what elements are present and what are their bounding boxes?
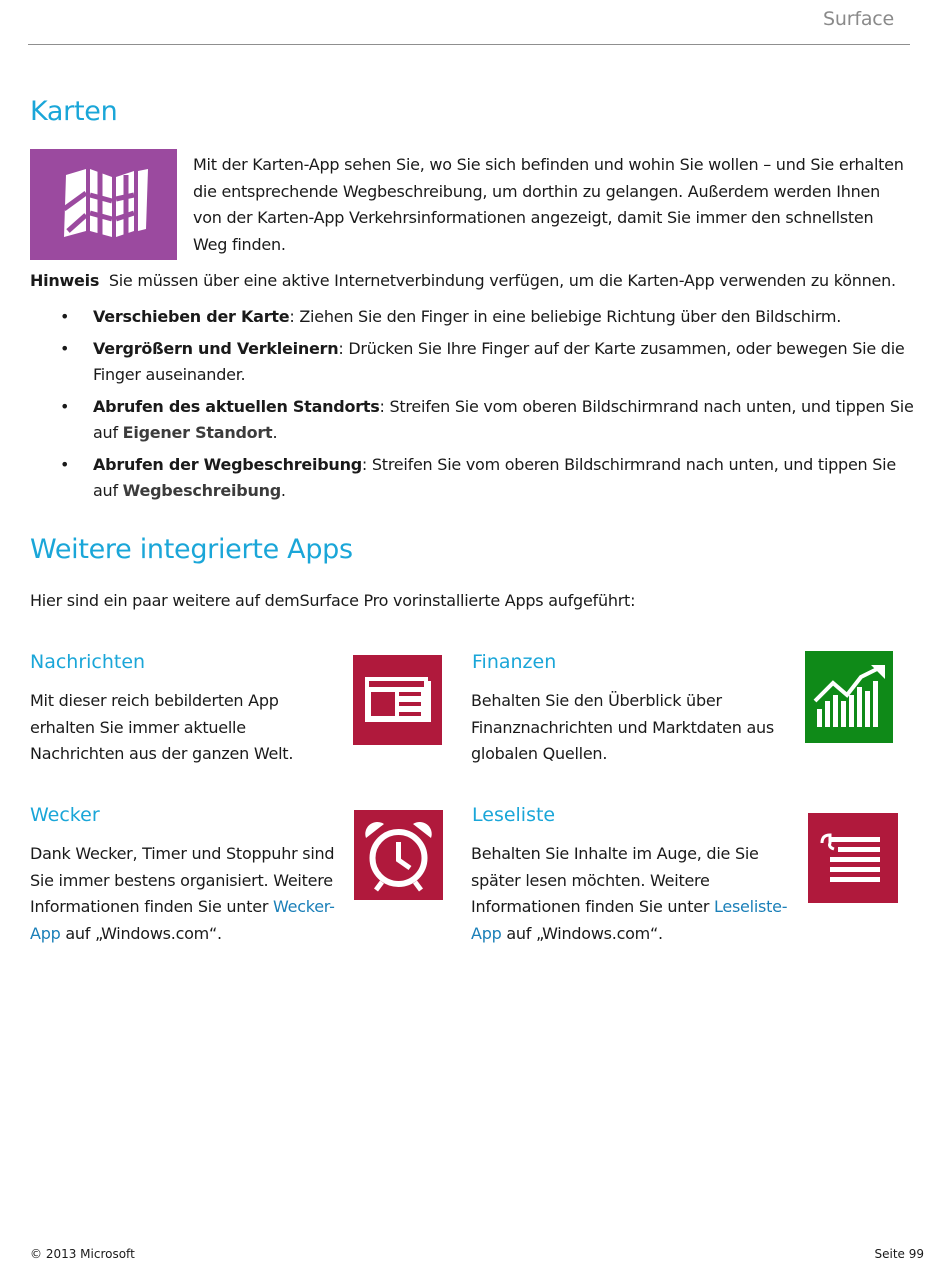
list-item [30, 336, 920, 389]
bullet-command: Wegbeschreibung [122, 481, 281, 500]
nachrichten-heading: Nachrichten [30, 651, 146, 673]
note-label: Hinweis [30, 271, 100, 290]
wecker-text [30, 841, 342, 947]
wecker-text-after: auf „Windows.com“. [60, 923, 222, 943]
wecker-heading: Wecker [30, 804, 100, 826]
header-divider [28, 44, 910, 45]
header-brand: Surface [823, 8, 894, 30]
stock-chart-icon [805, 651, 893, 743]
bullet-text: : Drücken Sie Ihre Finger auf der Karte zusammen, oder bewegen Sie die Finger auseinander. [93, 338, 905, 384]
leseliste-text-before: Behalten Sie Inhalte im Auge, die Sie später lesen möchten. Weitere Informationen finden Sie unter [471, 844, 759, 916]
list-item [30, 394, 920, 447]
apps-intro: Hier sind ein paar weitere auf demSurface Pro vorinstallierte Apps aufgeführt: [30, 591, 636, 610]
apps-heading: Weitere integrierte Apps [30, 534, 353, 565]
maps-app-tile [30, 149, 177, 260]
finance-app-tile [805, 651, 893, 743]
leseliste-text [471, 841, 793, 947]
map-icon [30, 149, 177, 260]
bullet-term: Abrufen der Wegbeschreibung [93, 454, 362, 474]
finanzen-text: Behalten Sie den Überblick über Finanznachrichten und Marktdaten aus globalen Quellen. [471, 691, 774, 763]
reading-list-icon [808, 813, 898, 903]
bullet-command: Eigener Standort [122, 423, 273, 442]
finanzen-heading: Finanzen [472, 651, 557, 673]
note-text: Sie müssen über eine aktive Internetverbindung verfügen, um die Karten-App verwenden zu können. [108, 271, 896, 290]
bullet-end: . [280, 481, 286, 500]
list-item [30, 452, 920, 505]
bullet-end: . [272, 423, 278, 442]
bullet-dot: • [60, 454, 70, 474]
alarms-app-tile [354, 810, 443, 900]
news-app-tile [353, 655, 442, 745]
bullet-dot: • [60, 338, 70, 358]
karten-heading: Karten [30, 96, 118, 127]
bullet-term: Verschieben der Karte [93, 307, 290, 326]
bullet-text: : Streifen Sie vom oberen Bildschirmrand nach unten, und tippen Sie auf [93, 396, 914, 442]
bullet-term: Vergrößern und Verkleinern [93, 338, 339, 358]
karten-intro: Mit der Karten-App sehen Sie, wo Sie sich befinden und wohin Sie wollen – und Sie erhalten die entsprechende Wegbeschreibung, um dorthin zu gelangen. Außerdem werden Ihnen von der Karten-App Verkehrsinformationen angezeigt, damit Sie immer den schnellsten Weg finden. [193, 155, 904, 254]
karten-note [30, 268, 920, 295]
nachrichten-text: Mit dieser reich bebilderten App erhalten Sie immer aktuelle Nachrichten aus der ganzen Welt. [30, 691, 294, 763]
newspaper-icon [353, 655, 442, 745]
bullet-text: : Streifen Sie vom oberen Bildschirmrand nach unten, und tippen Sie auf [93, 454, 896, 500]
list-item [30, 304, 920, 331]
leseliste-text-after: auf „Windows.com“. [501, 923, 663, 943]
footer-page-number: Seite 99 [874, 1247, 924, 1261]
reading-list-app-tile [808, 813, 898, 903]
bullet-dot: • [60, 396, 70, 416]
bullet-text: : Ziehen Sie den Finger in eine beliebige Richtung über den Bildschirm. [289, 307, 842, 326]
wecker-app-link[interactable]: Wecker-App [30, 897, 335, 943]
karten-bullet-list [30, 304, 920, 510]
wecker-text-before: Dank Wecker, Timer und Stoppuhr sind Sie immer bestens organisiert. Weitere Informationen finden Sie unter [30, 844, 335, 916]
alarm-clock-icon [354, 810, 443, 900]
footer-copyright: © 2013 Microsoft [30, 1247, 135, 1261]
bullet-term: Abrufen des aktuellen Standorts [93, 396, 380, 416]
bullet-dot: • [60, 307, 70, 326]
leseliste-app-link[interactable]: Leseliste-App [471, 897, 788, 943]
leseliste-heading: Leseliste [472, 804, 556, 826]
